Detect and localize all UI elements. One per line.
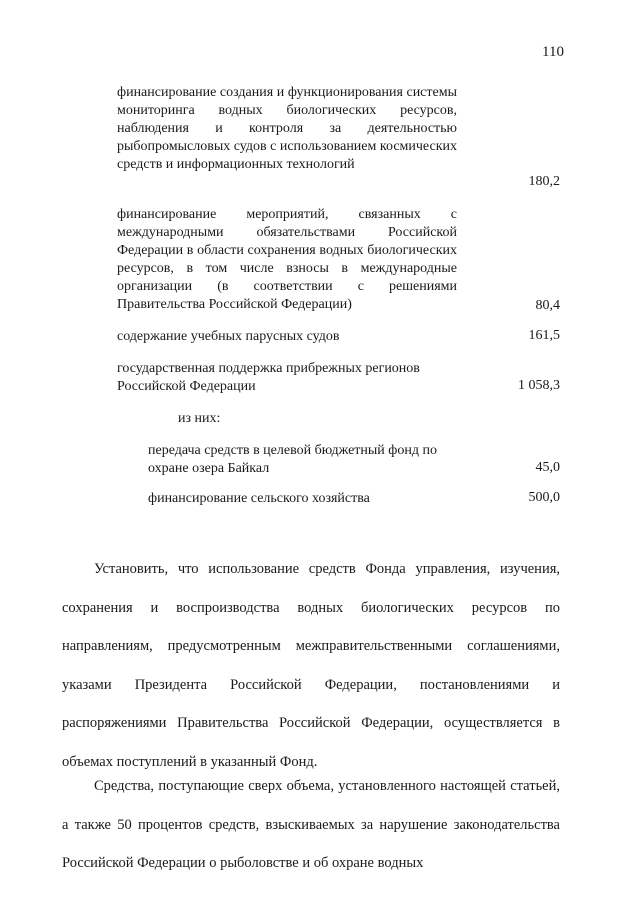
- entry-text: передача средств в целевой бюджетный фонд по охране озера Байкал: [148, 443, 437, 476]
- entry-text: государственная поддержка прибрежных регионов Российской Федерации: [117, 361, 420, 394]
- entry-text: содержание учебных парусных судов: [117, 329, 340, 344]
- entry-amount: 161,5: [528, 328, 560, 343]
- entry-amount: 500,0: [528, 490, 560, 505]
- budget-entry: [117, 206, 457, 314]
- entry-amount: 180,2: [528, 174, 560, 189]
- page-number: 110: [542, 44, 564, 60]
- budget-entry: [117, 360, 457, 396]
- body-paragraph: Установить, что использование средств Фонда управления, изучения, сохранения и воспроизводства водных биологических ресурсов по направлениям, предусмотренным межправительственными соглашениями, указами Президента Российской Федерации, постановлениями и распоряжениями Правительства Российской Федерации, осуществляется в объемах поступлений в указанный Фонд.: [62, 561, 560, 770]
- body-paragraph: Средства, поступающие сверх объема, установленного настоящей статьей, а также 50 процентов средств, взыскиваемых за нарушение законодательства Российской Федерации о рыболовстве и об охране водных: [62, 778, 560, 871]
- entry-text: финансирование мероприятий, связанных с международными обязательствами Российской Федерации в области сохранения водных биологических ресурсов, в том числе взносы в международные организации (в соответствии с решениями Правительства Российской Федерации): [117, 207, 457, 312]
- entry-amount: 45,0: [535, 460, 560, 475]
- sub-heading: из них:: [178, 411, 221, 426]
- budget-sub-entry: [148, 490, 448, 508]
- entry-text: финансирование создания и функционирования системы мониторинга водных биологических ресурсов, наблюдения и контроля за деятельностью рыбопромысловых судов с использованием космических средств и информационных технологий: [117, 85, 457, 172]
- budget-entry: [117, 328, 457, 346]
- entry-amount: 80,4: [535, 298, 560, 313]
- budget-sub-entry: [148, 442, 448, 478]
- entry-text: финансирование сельского хозяйства: [148, 491, 370, 506]
- entry-amount: 1 058,3: [518, 378, 560, 393]
- budget-entry: [117, 84, 457, 174]
